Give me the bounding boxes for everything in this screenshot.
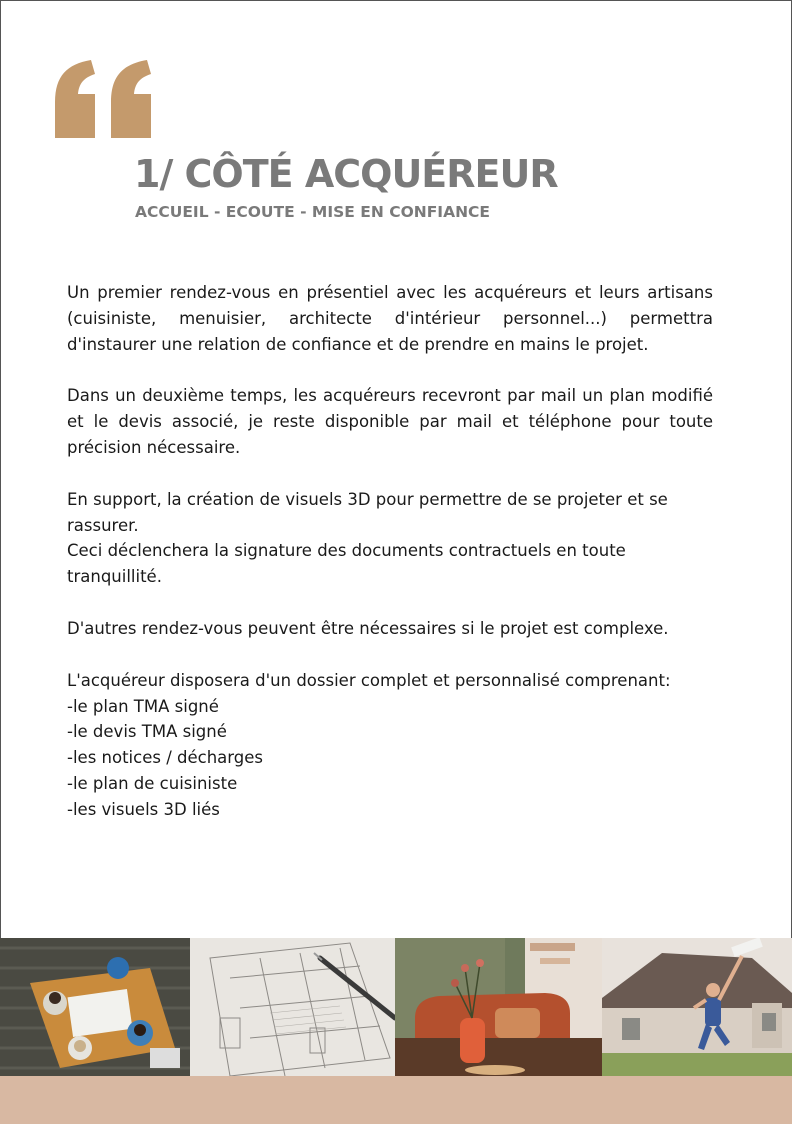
page-title: 1/ CÔTÉ ACQUÉREUR <box>134 152 558 196</box>
paragraph-dossier <box>67 668 713 823</box>
paragraph-second-step: Dans un deuxième temps, les acquéreurs recevront par mail un plan modifié et le devis associé, je reste disponible par mail et téléphone pour toute précision nécessaire. <box>67 386 713 457</box>
paragraph-first-meeting: Un premier rendez-vous en présentiel avec les acquéreurs et leurs artisans (cuisiniste, menuisier, architecte d'intérieur personnel...) permettra d'instaurer une relation de confiance et de prendre en mains le projet. <box>67 283 713 354</box>
paragraph-3d-visuals-text: En support, la création de visuels 3D pour permettre de se projeter et se rassurer. <box>67 489 668 535</box>
dossier-item: -les notices / décharges <box>67 748 263 768</box>
living-room-interior-photo <box>395 938 602 1076</box>
photo-gallery <box>0 938 792 1076</box>
body-text <box>67 280 713 823</box>
team-meeting-photo <box>0 938 190 1076</box>
page-subtitle: ACCUEIL - ECOUTE - MISE EN CONFIANCE <box>135 203 491 221</box>
dossier-item: -les visuels 3D liés <box>67 799 220 819</box>
paragraph-signature-text: Ceci déclenchera la signature des documents contractuels en toute tranquillité. <box>67 541 626 587</box>
paragraph-dossier-intro: L'acquéreur disposera d'un dossier complet et personnalisé comprenant: <box>67 670 671 690</box>
happy-homeowner-house-photo <box>602 938 792 1076</box>
quote-icon <box>55 60 155 140</box>
footer-band <box>0 1076 792 1124</box>
paragraph-other-meetings: D'autres rendez-vous peuvent être nécessaires si le projet est complexe. <box>67 618 669 638</box>
dossier-item: -le plan TMA signé <box>67 696 219 716</box>
dossier-item: -le devis TMA signé <box>67 722 227 742</box>
dossier-item: -le plan de cuisiniste <box>67 773 238 793</box>
paragraph-3d-visuals <box>67 487 713 590</box>
architectural-plan-photo <box>190 938 395 1076</box>
